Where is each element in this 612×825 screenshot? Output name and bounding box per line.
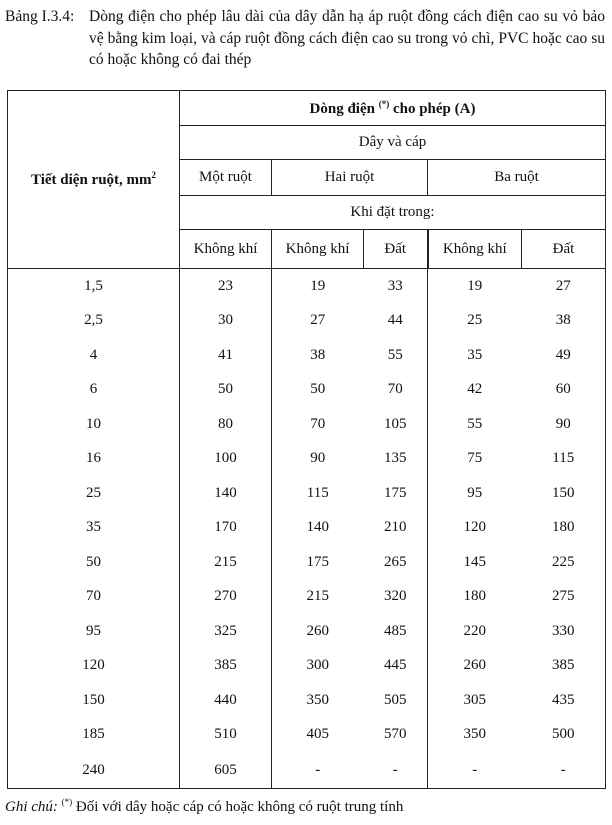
cell-current: 135 bbox=[364, 442, 428, 477]
footnote bbox=[5, 797, 403, 816]
cell-cross-section: 185 bbox=[8, 718, 180, 753]
table-row bbox=[8, 649, 606, 684]
header-current-sup: (*) bbox=[378, 98, 390, 109]
cell-cross-section: 50 bbox=[8, 545, 180, 580]
cell-current: 33 bbox=[364, 269, 428, 304]
table-row bbox=[8, 338, 606, 373]
header-three-core-air: Không khí bbox=[428, 230, 522, 269]
cell-current: 175 bbox=[306, 553, 329, 570]
header-cross-section: Tiết diện ruột, $mm^2$ bbox=[8, 91, 180, 269]
cell-current: 180 bbox=[463, 588, 486, 605]
cell-current: 485 bbox=[364, 614, 428, 649]
cell-cross-section: 240 bbox=[8, 752, 180, 789]
table-row bbox=[8, 511, 606, 546]
cell-current: 265 bbox=[364, 545, 428, 580]
cell-current: 19 bbox=[310, 277, 326, 294]
header-two-core-ground: Đất bbox=[364, 230, 428, 269]
cell-cross-section: 95 bbox=[8, 614, 180, 649]
cell-current: 70 bbox=[364, 373, 428, 408]
cell-current: 215 bbox=[180, 545, 272, 580]
table-row bbox=[8, 752, 606, 789]
cell-current: 510 bbox=[180, 718, 272, 753]
cell-cross-section: 35 bbox=[8, 511, 180, 546]
table-row bbox=[8, 269, 606, 304]
cell-current: 175 bbox=[364, 476, 428, 511]
cell-current: - bbox=[428, 752, 522, 789]
cell-current: 35 bbox=[467, 346, 483, 363]
table-row bbox=[8, 304, 606, 339]
cell-current: 140 bbox=[180, 476, 272, 511]
cell-current: 60 bbox=[522, 373, 606, 408]
cell-current: 105 bbox=[364, 407, 428, 442]
cell-current: 385 bbox=[180, 649, 272, 684]
footnote-sup: (*) bbox=[61, 797, 73, 807]
cell-current: - bbox=[522, 752, 606, 789]
header-cross-section-sup: 2 bbox=[151, 170, 157, 180]
table-row bbox=[8, 442, 606, 477]
cell-current: 305 bbox=[463, 691, 486, 708]
table-row bbox=[8, 614, 606, 649]
cell-current: 225 bbox=[522, 545, 606, 580]
cell-current: 49 bbox=[522, 338, 606, 373]
header-wires-cables: Dây và cáp bbox=[180, 126, 606, 160]
cell-current: 44 bbox=[364, 304, 428, 339]
cell-current: 38 bbox=[522, 304, 606, 339]
cell-cross-section: 6 bbox=[8, 373, 180, 408]
cell-cross-section: 150 bbox=[8, 683, 180, 718]
cell-current: 42 bbox=[467, 381, 483, 398]
cell-current: 90 bbox=[522, 407, 606, 442]
cell-current: 23 bbox=[180, 269, 272, 304]
cell-current: 55 bbox=[467, 415, 483, 432]
cell-current: 350 bbox=[463, 726, 486, 743]
cell-cross-section: 16 bbox=[8, 442, 180, 477]
cell-current: 100 bbox=[180, 442, 272, 477]
cell-current: 505 bbox=[364, 683, 428, 718]
table-caption bbox=[5, 6, 605, 71]
table-row bbox=[8, 545, 606, 580]
cell-current: 120 bbox=[463, 519, 486, 536]
ampacity-table bbox=[7, 90, 606, 789]
cell-current: 445 bbox=[364, 649, 428, 684]
cell-current: 570 bbox=[364, 718, 428, 753]
cell-current: 70 bbox=[310, 415, 326, 432]
cell-current: 180 bbox=[522, 511, 606, 546]
cell-current: 275 bbox=[522, 580, 606, 615]
cell-current: - bbox=[364, 752, 428, 789]
cell-current: 115 bbox=[522, 442, 606, 477]
cell-current: 260 bbox=[463, 657, 486, 674]
cell-cross-section: 120 bbox=[8, 649, 180, 684]
table-row bbox=[8, 373, 606, 408]
cell-current: 115 bbox=[306, 484, 329, 501]
header-one-core-air: Không khí bbox=[180, 230, 272, 269]
cell-current: 80 bbox=[180, 407, 272, 442]
cell-current: 19 bbox=[467, 277, 483, 294]
cell-current: 90 bbox=[310, 450, 326, 467]
cell-current: 38 bbox=[310, 346, 326, 363]
cell-current: 50 bbox=[180, 373, 272, 408]
header-allowed-current: Dòng điện (*) cho phép (A) bbox=[180, 91, 606, 126]
cell-cross-section: 10 bbox=[8, 407, 180, 442]
cell-current: 320 bbox=[364, 580, 428, 615]
cell-current: 55 bbox=[364, 338, 428, 373]
cell-cross-section: 4 bbox=[8, 338, 180, 373]
header-three-core-ground: Đất bbox=[522, 230, 606, 269]
table-row bbox=[8, 407, 606, 442]
cell-current: 500 bbox=[522, 718, 606, 753]
cell-current: 50 bbox=[310, 381, 326, 398]
cell-cross-section: 25 bbox=[8, 476, 180, 511]
header-two-core-air: Không khí bbox=[272, 230, 364, 269]
cell-current: 145 bbox=[463, 553, 486, 570]
header-three-core: Ba ruột bbox=[428, 160, 606, 196]
cell-cross-section: 70 bbox=[8, 580, 180, 615]
cell-current: 605 bbox=[180, 752, 272, 789]
cell-cross-section: 2,5 bbox=[8, 304, 180, 339]
table-row bbox=[8, 476, 606, 511]
table-row bbox=[8, 580, 606, 615]
cell-current: 325 bbox=[180, 614, 272, 649]
cell-current: 350 bbox=[306, 691, 329, 708]
cell-cross-section: 1,5 bbox=[8, 269, 180, 304]
cell-current: 330 bbox=[522, 614, 606, 649]
cell-current: 270 bbox=[180, 580, 272, 615]
cell-current: 405 bbox=[306, 726, 329, 743]
caption-label: Bảng I.3.4: bbox=[5, 8, 75, 25]
cell-current: 385 bbox=[522, 649, 606, 684]
cell-current: 25 bbox=[467, 312, 483, 329]
cell-current: 440 bbox=[180, 683, 272, 718]
footnote-label: Ghi chú: bbox=[5, 799, 58, 815]
cell-current: 30 bbox=[180, 304, 272, 339]
cell-current: 435 bbox=[522, 683, 606, 718]
cell-current: 41 bbox=[180, 338, 272, 373]
cell-current: 27 bbox=[522, 269, 606, 304]
footnote-text: Đối với dây hoặc cáp có hoặc không có ruột trung tính bbox=[75, 799, 404, 815]
cell-current: 95 bbox=[467, 484, 483, 501]
table-row bbox=[8, 683, 606, 718]
cell-current: 170 bbox=[180, 511, 272, 546]
cell-current: 210 bbox=[364, 511, 428, 546]
header-two-core: Hai ruột bbox=[272, 160, 428, 196]
cell-current: 220 bbox=[463, 622, 486, 639]
header-laid-in: Khi đặt trong: bbox=[180, 196, 606, 230]
table-row bbox=[8, 718, 606, 753]
header-one-core: Một ruột bbox=[180, 160, 272, 196]
cell-current: - bbox=[272, 752, 364, 789]
cell-current: 75 bbox=[467, 450, 483, 467]
cell-current: 300 bbox=[306, 657, 329, 674]
caption-text: Dòng điện cho phép lâu dài của dây dẫn hạ áp ruột đồng cách điện cao su vỏ bảo vệ bằng kim loại, và cáp ruột đồng cách điện cao su trong vỏ chì, PVC hoặc cao su có hoặc không có đai thép bbox=[89, 8, 605, 68]
cell-current: 260 bbox=[306, 622, 329, 639]
cell-current: 150 bbox=[522, 476, 606, 511]
cell-current: 215 bbox=[306, 588, 329, 605]
table-body bbox=[8, 269, 606, 789]
cell-current: 140 bbox=[306, 519, 329, 536]
cell-current: 27 bbox=[310, 312, 326, 329]
